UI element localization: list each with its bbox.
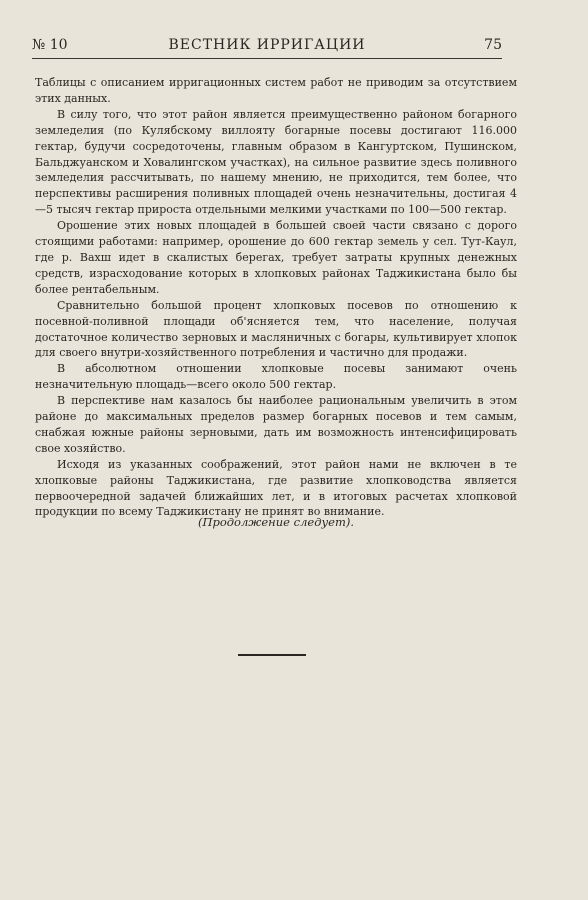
paragraph-4: Сравнительно большой процент хлопковых посевов по отношению к посевной-поливной площади об'ясняется тем, что население, получая достаточное количество зерновых и масляничных с богары, культивирует хлопок для своего внутри-хозяйственного потребления и частично для продажи. xyxy=(35,298,517,360)
paragraph-7: Исходя из указанных соображений, этот район нами не включен в те хлопковые районы Таджикистана, где развитие хлопководства является первоочередной задачей ближайших лет, и в итоговых расчетах хлопковой продукции по всему Таджикистану не принят во внимание. xyxy=(35,457,517,519)
page-number: 75 xyxy=(484,37,502,53)
continuation-note: (Продолжение следует). xyxy=(197,515,355,529)
paragraph-3: Орошение этих новых площадей в большей своей части связано с дорого стоящими работами: например, орошение до 600 гектар земель у сел. Тут-Каул, где р. Вахш идет в скалистых берегах, требует затраты крупных денежных средств, израсходование которых в хлопковых районах Таджикистана было бы более рентабельным. xyxy=(35,219,517,296)
paragraph-2: В силу того, что этот район является преимущественно районом богарного земледелия (по Кулябскому виллояту богарные посевы достигают 116.000 гектар, будучи сосредоточены, главным образом в Кангуртском, Пушинском, Бальджуанском и Ховалингском участках), на сильное развитие здесь поливного земледелия рассчитывать, по нашему мнению, не приходится, тем более, что перспективы расширения поливных площадей очень незначительны, достигая 4—5 тысяч гектар прироста отдельными мелкими участками по 100—500 гектар. xyxy=(35,107,517,217)
running-header xyxy=(32,37,502,57)
paragraph-5: В абсолютном отношении хлопковые посевы занимают очень незначительную площадь—всего около 500 гектар. xyxy=(35,362,517,392)
end-ornament-rule xyxy=(238,654,306,656)
journal-title: ВЕСТНИК ИРРИГАЦИИ xyxy=(168,37,366,53)
paragraph-6: В перспективе нам казалось бы наиболее рациональным увеличить в этом районе до максимальных пределов размер богарных посевов и тем самым, снабжая южные районы зерновыми, дать им возможность интенсифицировать свое хозяйство. xyxy=(35,394,517,455)
issue-number: № 10 xyxy=(32,37,68,53)
header-rule xyxy=(32,58,502,59)
paragraph-1: Таблицы с описанием ирригационных систем работ не приводим за отсутствием этих данных. xyxy=(35,76,517,105)
article-body xyxy=(35,75,517,520)
